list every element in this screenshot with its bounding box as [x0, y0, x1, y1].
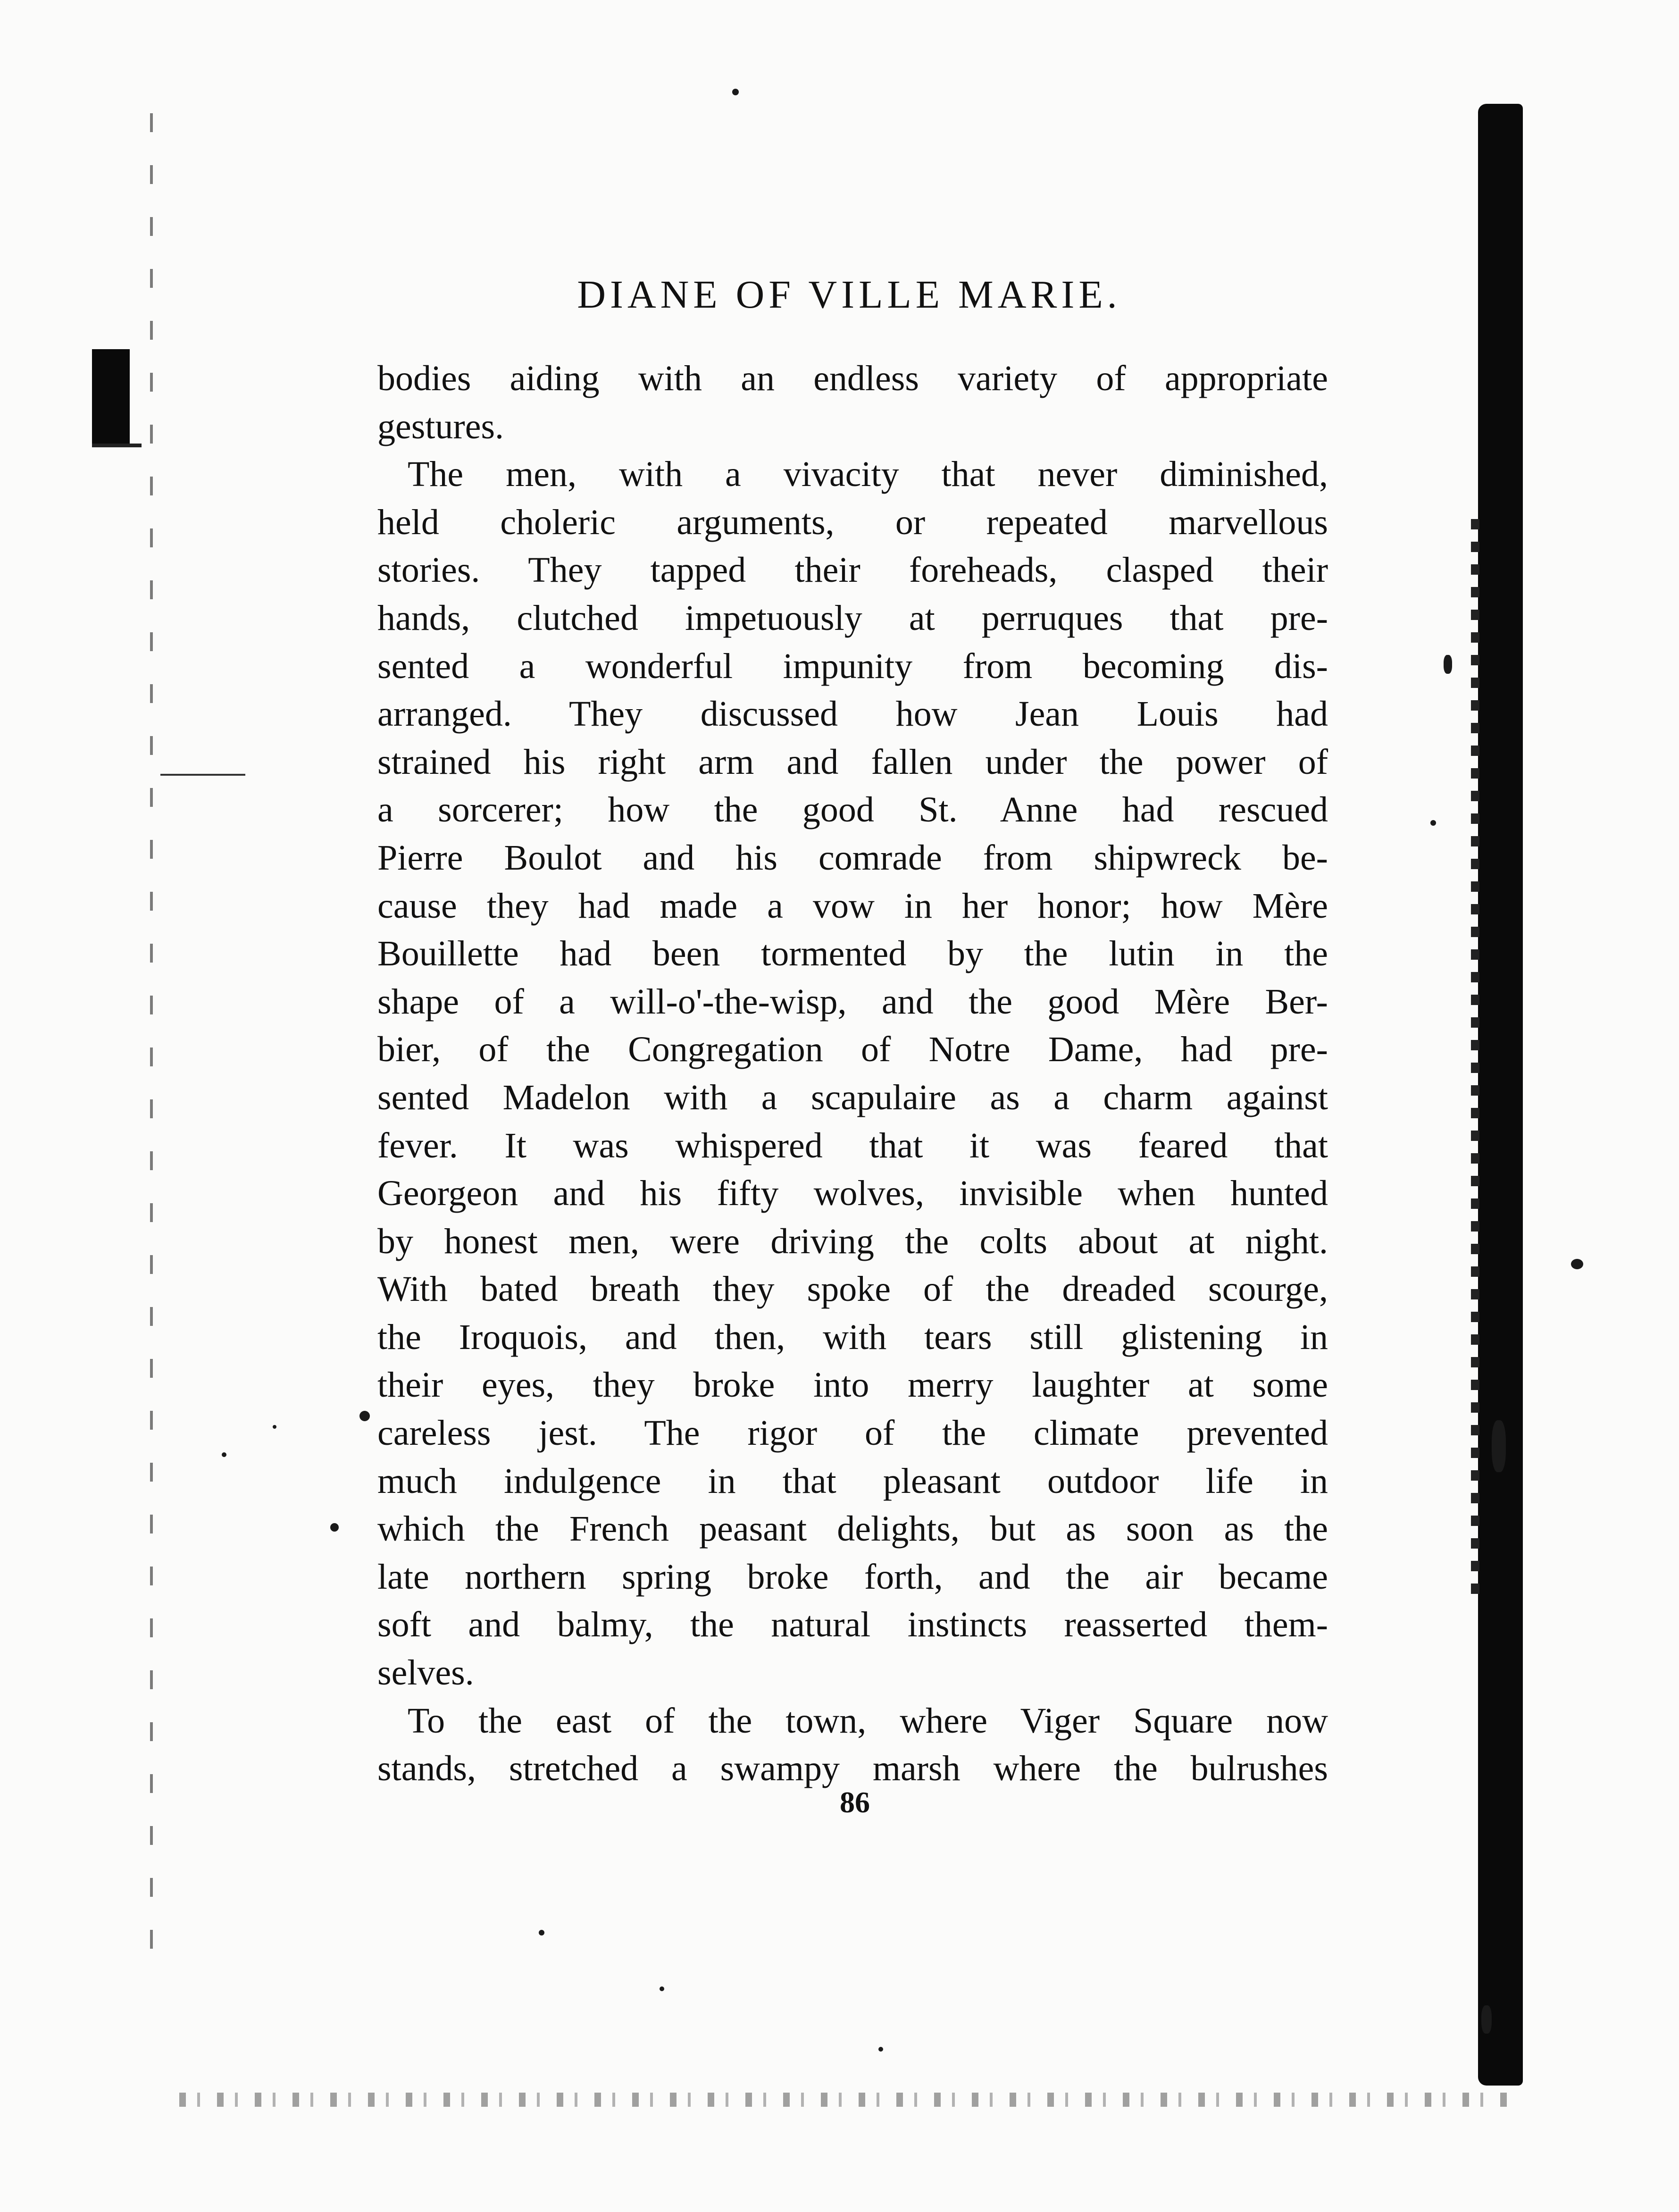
text-line: bier, of the Congregation of Notre Dame, had pre- — [377, 1030, 1328, 1070]
text-line: their eyes, they broke into merry laughter at some — [377, 1365, 1328, 1405]
scan-speck — [1571, 1259, 1583, 1269]
scan-left-block — [92, 349, 130, 444]
text-line: With bated breath they spoke of the dreaded scourge, — [377, 1269, 1328, 1309]
scan-speck — [359, 1411, 370, 1421]
scan-speck — [222, 1452, 226, 1457]
text-line: soft and balmy, the natural instincts reasserted them- — [377, 1605, 1328, 1645]
scan-left-rule — [92, 444, 142, 447]
scan-edge-noise — [1471, 519, 1479, 1604]
scan-speck — [1481, 2005, 1492, 2034]
text-line: bodies aiding with an endless variety of appropriate — [377, 359, 1328, 398]
text-line: selves. — [377, 1653, 474, 1693]
text-line: much indulgence in that pleasant outdoor life in — [377, 1461, 1328, 1501]
text-line: Georgeon and his fifty wolves, invisible when hunted — [377, 1173, 1328, 1214]
text-line: strained his right arm and fallen under the power of — [377, 742, 1328, 782]
scan-left-tick — [160, 774, 245, 776]
text-line: hands, clutched impetuously at perruques that pre- — [377, 598, 1328, 638]
text-line: fever. It was whispered that it was feared that — [377, 1125, 1328, 1165]
scan-bottom-smudge — [179, 2093, 1510, 2107]
scan-left-margin-line — [150, 113, 153, 1953]
scan-speck — [732, 89, 739, 95]
page-number: 86 — [840, 1785, 870, 1819]
text-line: gestures. — [377, 406, 504, 446]
scan-speck — [1444, 655, 1452, 674]
text-line: arranged. They discussed how Jean Louis had — [377, 694, 1328, 734]
text-line: stories. They tapped their foreheads, clasped their — [377, 550, 1328, 590]
text-line: sented a wonderful impunity from becoming dis- — [377, 646, 1328, 686]
running-head: DIANE OF VILLE MARIE. — [577, 273, 1121, 317]
text-line: Pierre Boulot and his comrade from shipwreck be- — [377, 838, 1328, 878]
text-line: held choleric arguments, or repeated marvellous — [377, 502, 1328, 542]
text-line: careless jest. The rigor of the climate prevented — [377, 1413, 1328, 1453]
text-line: late northern spring broke forth, and the air became — [377, 1557, 1328, 1597]
scan-speck — [539, 1930, 544, 1936]
text-line: by honest men, were driving the colts about at night. — [377, 1221, 1328, 1261]
text-line: cause they had made a vow in her honor; how Mère — [377, 886, 1328, 926]
scan-speck — [660, 1986, 664, 1991]
scan-speck — [878, 2047, 883, 2052]
text-line: To the east of the town, where Viger Square now — [408, 1701, 1328, 1741]
body-text — [377, 355, 1328, 1793]
scan-speck — [273, 1425, 276, 1429]
text-line: the Iroquois, and then, with tears still glistening in — [377, 1317, 1328, 1357]
scan-speck — [1430, 820, 1436, 826]
scan-speck — [1492, 1420, 1506, 1472]
text-line: sented Madelon with a scapulaire as a charm against — [377, 1077, 1328, 1117]
scan-binding-shadow — [1478, 104, 1523, 2086]
text-line: Bouillette had been tormented by the lutin in the — [377, 934, 1328, 974]
text-line: a sorcerer; how the good St. Anne had rescued — [377, 790, 1328, 830]
text-line: stands, stretched a swampy marsh where the bulrushes — [377, 1749, 1328, 1789]
scan-speck — [330, 1523, 339, 1532]
text-line: The men, with a vivacity that never diminished, — [408, 454, 1328, 494]
text-line: which the French peasant delights, but as soon as the — [377, 1509, 1328, 1549]
text-line: shape of a will-o'-the-wisp, and the good Mère Ber- — [377, 981, 1328, 1022]
